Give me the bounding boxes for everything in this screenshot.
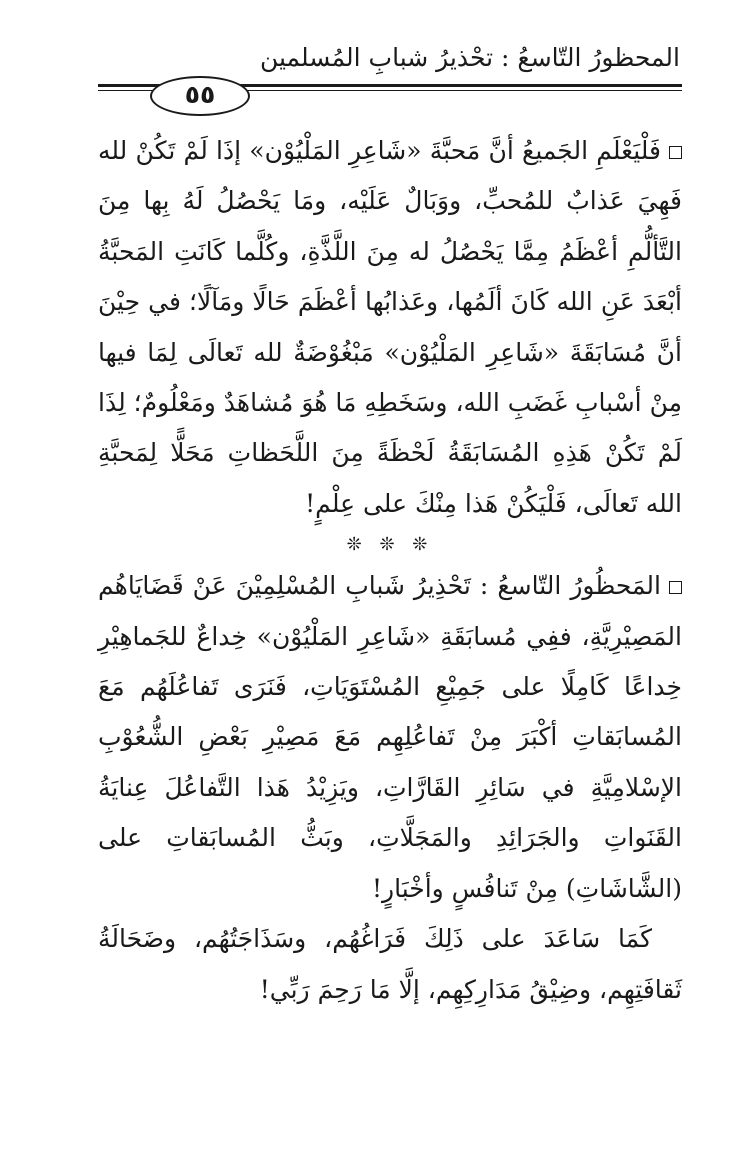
- section-separator: ❊ ❊ ❊: [346, 534, 434, 556]
- paragraph-1-text: فَلْيَعْلَمِ الجَميعُ أنَّ مَحبَّةَ «شَاعِرِ المَلْيُوْن» إذَا لَمْ تَكُنْ لله فَهِيَ عَذابٌ للمُحبِّ، ووَبَالٌ عَلَيْه، ومَا يَحْصُلُ لَهُ بِها مِنَ التَّألُّمِ أعْظَمُ مِمَّا يَحْصُلُ له مِنَ اللَّذَّةِ، وكُلَّما كَانَتِ المَحبَّةُ أبْعَدَ عَنِ الله كَانَ ألَمُها، وعَذابُها أعْظَمَ حَالًا ومَآلًا؛ في حِيْنَ أنَّ مُسَابَقَةَ «شَاعِرِ المَلْيُوْن» مَبْغُوْضَةٌ لله تَعالَى لِمَا فيها مِنْ أسْبابِ غَضَبِ الله، وسَخَطِهِ مَا هُوَ مُشاهَدٌ ومَعْلُومٌ؛ لِذَا لَمْ تَكُنْ هَذِهِ المُسَابَقَةُ لَحْظَةً مِنَ اللَّحَظاتِ مَحَلًّا لِمَحبَّةِ الله تَعالَى، فَلْيَكُنْ هَذا مِنْكَ على عِلْمٍ!: [98, 136, 682, 518]
- page-body: [98, 126, 682, 1015]
- page-number-badge: ٥٥: [150, 76, 250, 116]
- paragraph-2-text: المَحظُورُ التّاسعُ : تَحْذِيرُ شَبابِ المُسْلِمِيْنَ عَنْ قَضَايَاهُم المَصِيْرِيَّةِ، ففِي مُسابَقَةِ «شَاعِرِ المَلْيُوْن» خِداعٌ للجَماهِيْرِ خِداعًا كَامِلًا على جَمِيْعِ المُسْتَوَيَاتِ، فَنَرَى تَفاعُلَهُم مَعَ المُسابَقاتِ أكْبَرَ مِنْ تَفاعُلِهِم مَعَ مَصِيْرِ بَعْضِ الشُّعُوْبِ الإسْلامِيَّةِ في سَائِرِ القَارَّاتِ، ويَزِيْدُ هَذا التَّفاعُلَ عِنايَةُ القَنَواتِ والجَرَائِدِ والمَجَلَّاتِ، وبَثُّ المُسابَقاتِ على (الشَّاشَاتِ) مِنْ تَنافُسٍ وأخْبَارٍ!: [98, 571, 682, 903]
- paragraph-2: [98, 561, 682, 914]
- square-box-icon: [669, 581, 682, 594]
- square-box-icon: [669, 146, 682, 159]
- paragraph-3: كَمَا سَاعَدَ على ذَلِكَ فَرَاغُهُم، وسَذَاجَتُهُم، وضَحَالَةُ ثَقافَتِهِم، وضِيْقُ مَدَارِكِهِم، إلَّا مَا رَحِمَ رَبِّي!: [98, 924, 682, 1004]
- running-header-title: المحظورُ التّاسعُ : تحْذيرُ شبابِ المُسلمين: [259, 43, 680, 72]
- paragraph-1: [98, 126, 682, 529]
